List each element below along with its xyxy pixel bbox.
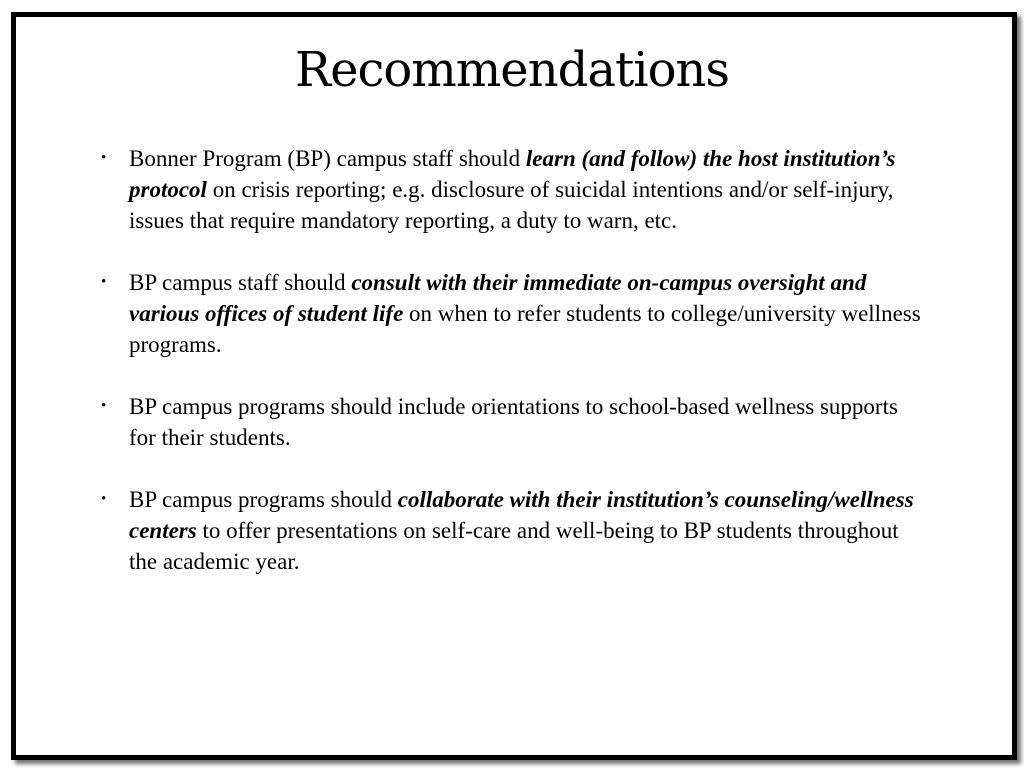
bullet-text: BP campus staff should — [129, 270, 352, 295]
bullet-text: BP campus programs should — [129, 487, 398, 512]
bullet-item-orientations — [101, 391, 923, 453]
bullet-text-tail: to offer presentations on self-care and well-being to BP students throughout the academic year. — [129, 518, 899, 574]
bullet-marker: • — [101, 491, 107, 507]
bullet-text: Bonner Program (BP) campus staff should — [129, 146, 526, 171]
bullet-emphasis: consult with their immediate on-campus oversight and various offices of student life — [129, 270, 867, 326]
bullet-item-crisis-protocol — [101, 143, 923, 236]
bullet-list — [101, 143, 923, 608]
bullet-text-tail: on when to refer students to college/university wellness programs. — [129, 301, 921, 357]
bullet-emphasis: learn (and follow) the host institution’s protocol — [129, 146, 896, 202]
bullet-text-tail: on crisis reporting; e.g. disclosure of suicidal intentions and/or self-injury, issues that require mandatory reporting, a duty to warn, etc. — [129, 177, 894, 233]
slide-title: Recommendations — [294, 42, 730, 98]
bullet-item-consult-oversight — [101, 267, 923, 360]
bullet-marker: • — [101, 150, 107, 166]
bullet-marker: • — [101, 274, 107, 290]
bullet-emphasis: collaborate with their institution’s counseling/wellness centers — [129, 487, 914, 543]
bullet-item-collaborate-centers — [101, 484, 923, 577]
bullet-text: BP campus programs should include orientations to school-based wellness supports for their students. — [129, 394, 898, 450]
bullet-marker: • — [101, 398, 107, 414]
